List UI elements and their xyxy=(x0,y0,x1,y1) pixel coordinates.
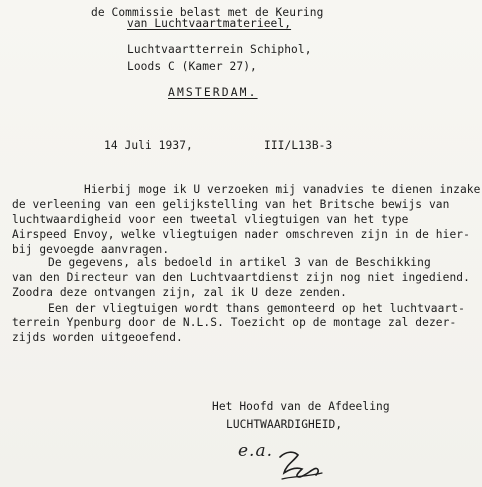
body-line: Hierbij moge ik U verzoeken mij vanadvies te dienen inzake xyxy=(84,183,481,196)
address-line-4: Loods C (Kamer 27), xyxy=(127,60,257,73)
address-line-3: Luchtvaartterrein Schiphol, xyxy=(127,43,312,56)
handwritten-signature xyxy=(276,447,328,483)
body-line: De gegevens, als bedoeld in artikel 3 van de Beschikking xyxy=(48,256,431,269)
address-city: AMSTERDAM. xyxy=(168,85,258,99)
handwritten-initials: e.a. xyxy=(238,441,274,461)
body-line: Een der vliegtuigen wordt thans gemonteerd op het luchtvaart- xyxy=(48,302,465,315)
letter-date: 14 Juli 1937, xyxy=(104,139,193,152)
body-line: Zoodra deze ontvangen zijn, zal ik U deze zenden. xyxy=(12,286,347,299)
letter-reference: III/L13B-3 xyxy=(264,139,333,152)
body-line: luchtwaardigheid voor een tweetal vliegtuigen van het type xyxy=(12,213,409,226)
closing-title: Het Hoofd van de Afdeeling xyxy=(212,400,390,413)
body-line: zijds worden uitgeoefend. xyxy=(12,331,183,344)
body-line: van den Directeur van den Luchtvaartdienst zijn nog niet ingediend. xyxy=(12,271,470,284)
body-line: de verleening van een gelijkstelling van het Britsche bewijs van xyxy=(12,198,450,211)
body-line: Airspeed Envoy, welke vliegtuigen nader omschreven zijn in de hier- xyxy=(12,228,470,241)
body-line: terrein Ypenburg door de N.L.S. Toezicht op de montage zal dezer- xyxy=(12,316,457,329)
address-line-2: van Luchtvaartmaterieel, xyxy=(127,17,292,30)
body-line: bij gevoegde aanvragen. xyxy=(12,243,170,256)
address-line-1: de Commissie belast met de Keuring xyxy=(91,6,324,19)
closing-department: LUCHTWAARDIGHEID, xyxy=(226,418,343,431)
